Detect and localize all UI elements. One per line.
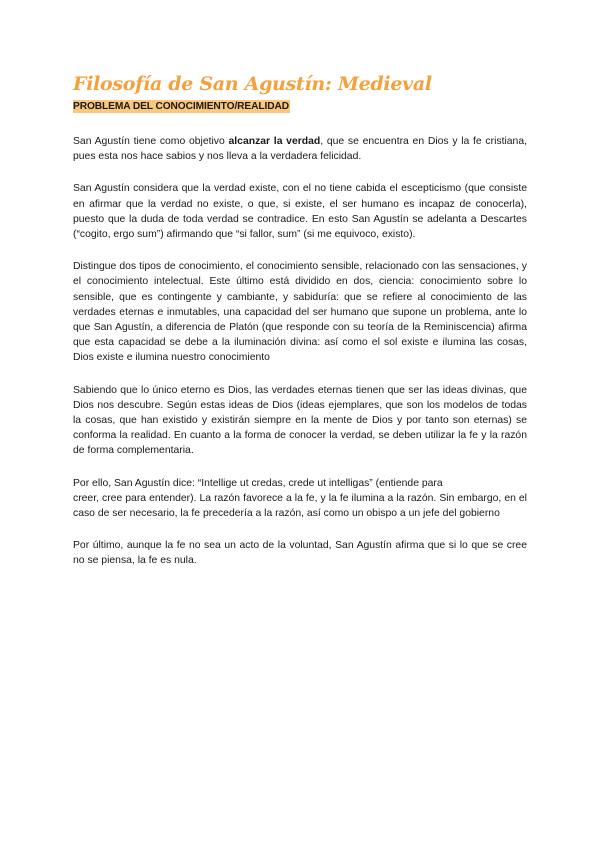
paragraph-conclusion: Por último, aunque la fe no sea un acto de la voluntad, San Agustín afirma que si lo que se cree no se piensa, la fe es nula. [73, 540, 527, 567]
paragraph-eternal-truths: Sabiendo que lo único eterno es Dios, las verdades eternas tienen que ser las ideas divinas, que Dios nos descubre. Según estas ideas de Dios (ideas ejemplares, que son los modelos de todas la cosas, que han existido y existirán siempre en la mente de Dios y por tanto son eternas) se conforma la realidad. En cuanto a la forma de conocer la verdad, se deben utilizar la fe y la razón de forma complementaria. [73, 384, 527, 457]
paragraph-faith-reason-rest: creer, cree para entender). La razón favorece a la fe, y la fe ilumina a la razón. Sin embargo, en el caso de ser necesario, la fe precedería a la razón, así como un obispo a un jefe del gobierno [73, 492, 527, 520]
subtitle-wrapper [73, 98, 527, 114]
document-body [73, 134, 527, 569]
paragraph-objective-emphasis: alcanzar la verdad [228, 136, 321, 147]
paragraph-truth-exists: San Agustín considera que la verdad existe, con el no tiene cabida el escepticismo (que consiste en afirmar que la verdad no existe, o que, si existe, el ser humano es incapaz de conocerla), puesto que la duda de toda verdad se contradice. En esto San Agustín se adelanta a Descartes (“cogito, ergo sum”) afirmando que “si fallor, sum” (si me equivoco, existo). [73, 183, 527, 241]
paragraph-objective [73, 134, 527, 164]
paragraph-objective-end: , que se encuentra en Dios y la fe cristiana, pues esta nos hace sabios y nos lleva a la verdadera felicidad. [73, 136, 528, 163]
paragraph-faith-reason-first-line: Por ello, San Agustín dice: “Intellige ut credas, crede ut intelligas” (entiende para [73, 477, 443, 489]
paragraph-faith-reason [73, 476, 527, 522]
document-title: Filosofía de San Agustín: Medieval [73, 73, 432, 95]
paragraph-objective-start: San Agustín tiene como objetivo [73, 136, 229, 147]
paragraph-knowledge-types: Distingue dos tipos de conocimiento, el conocimiento sensible, relacionado con las sensaciones, y el conocimiento intelectual. Este último está dividido en dos, ciencia: conocimiento sobre lo sensible, que es contingente y cambiante, y sabiduría: que se refiere al conocimiento de las verdades eternas e inmutables, una capacidad del ser humano que supone un problema, ante lo que San Agustín, a diferencia de Platón (que responde con su teoría de la Reminiscencia) afirma que esta capacidad se debe a la iluminación divina: así como el sol existe e ilumina las cosas, Dios existe e ilumina nuestro conocimiento [73, 261, 527, 364]
section-subtitle: PROBLEMA DEL CONOCIMIENTO/REALIDAD [73, 101, 290, 112]
